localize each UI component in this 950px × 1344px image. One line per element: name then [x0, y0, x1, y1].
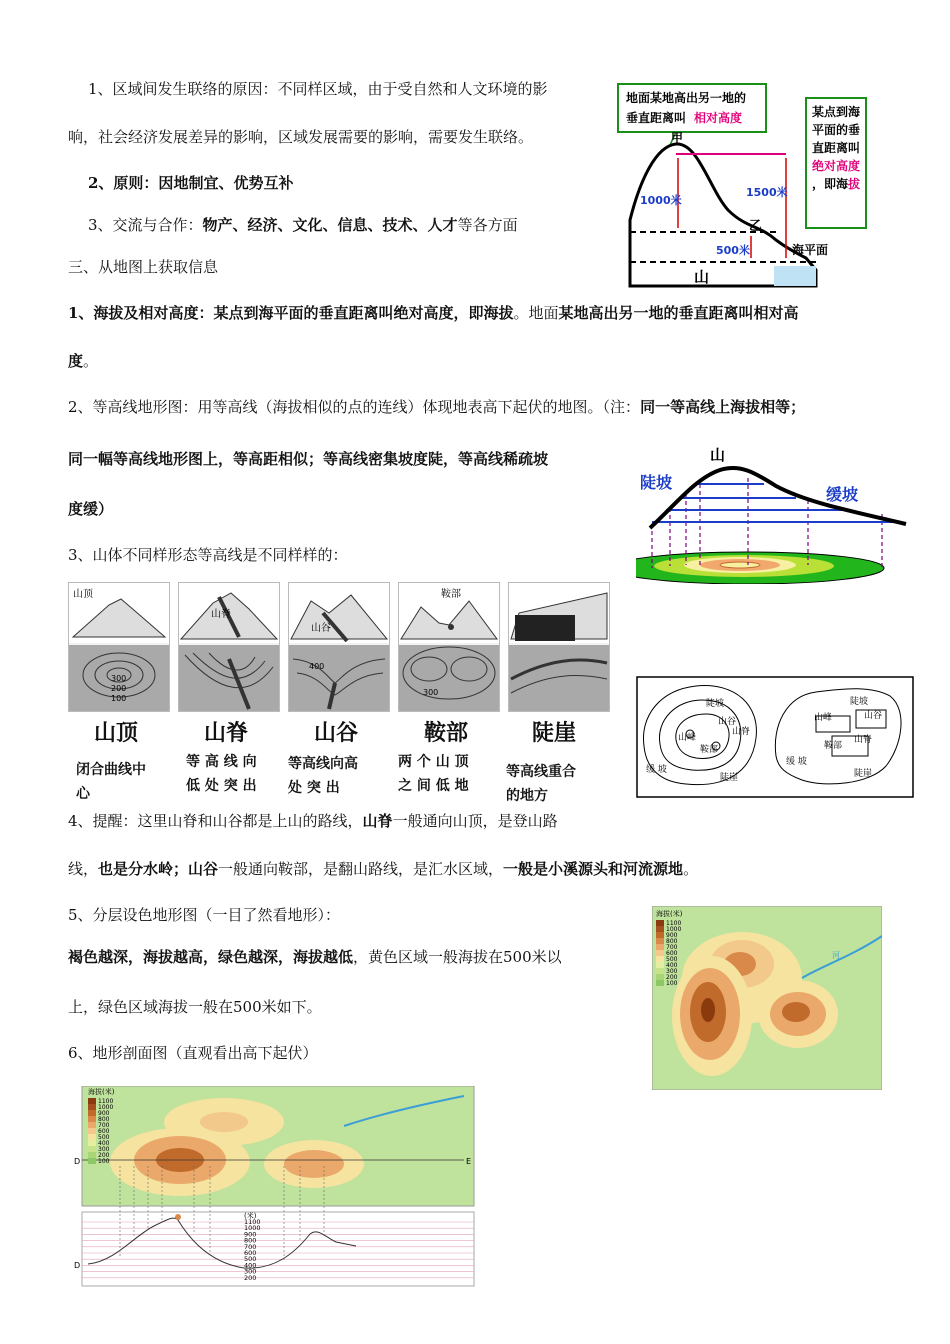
- absolute-box-l2: 平面的垂: [812, 123, 861, 137]
- label-sea-level: 海平面: [792, 243, 829, 257]
- reminder-l2d: 一般是小溪源头和河流源地: [503, 860, 684, 878]
- caption-cliff: [506, 760, 576, 808]
- exchange-lead: 3、交流与合作：: [88, 216, 203, 234]
- legend-value: 900: [98, 1110, 110, 1117]
- relative-box-line2a: 垂直距离叫: [626, 111, 687, 125]
- landform-card-summit: [68, 582, 170, 712]
- label-1500: 1500米: [746, 186, 788, 199]
- svg-text:100: 100: [111, 694, 127, 703]
- layered-color-map: [652, 906, 882, 1090]
- label-jia: 甲: [671, 131, 684, 145]
- para-principle: 2、原则：因地制宜、优势互补: [88, 174, 294, 192]
- sea: [774, 266, 816, 286]
- svg-text:鞍部: 鞍部: [824, 741, 843, 751]
- landform-card-valley: [288, 582, 390, 712]
- legend-swatch: [656, 944, 664, 950]
- legend-value: 700: [98, 1122, 110, 1129]
- para-reminder-line1: [68, 812, 558, 830]
- absolute-box-l6: 拔: [848, 177, 861, 191]
- legend-value: 200: [666, 974, 678, 981]
- svg-text:D: D: [74, 1157, 81, 1166]
- svg-text:山脊: 山脊: [211, 609, 231, 620]
- svg-text:缓 坡: 缓 坡: [786, 757, 807, 767]
- svg-text:海拔(米): 海拔(米): [656, 910, 683, 918]
- svg-text:鞍部: 鞍部: [441, 589, 461, 600]
- label-mountain: 山: [694, 268, 710, 286]
- legend-swatch: [88, 1116, 96, 1122]
- legend-swatch: [88, 1122, 96, 1128]
- reminder-l2c: 一般通向鞍部，是翻山路线，是汇水区域，: [218, 860, 504, 878]
- caption-cliff-l1: 等高线重合: [506, 764, 576, 780]
- caption-cliff-l2: 的地方: [506, 788, 548, 804]
- legend-swatch: [88, 1128, 96, 1134]
- legend-swatch: [88, 1158, 96, 1164]
- caption-saddle-l2: 之 间 低 地: [398, 778, 469, 794]
- para-profile: 6、地形剖面图（直观看出高下起伏）: [68, 1044, 318, 1062]
- relative-box-line2b: 相对高度: [694, 111, 743, 125]
- legend-swatch: [656, 938, 664, 944]
- legend-swatch: [656, 926, 664, 932]
- svg-text:400: 400: [309, 662, 325, 671]
- legend-swatch: [656, 980, 664, 986]
- caption-ridge: [186, 750, 257, 798]
- relative-box-line1: 地面某地高出另一地的: [626, 91, 747, 105]
- section-heading-map-info: 三、从地图上获取信息: [68, 258, 219, 276]
- svg-text:山峰: 山峰: [678, 733, 697, 743]
- slope-diagram: [636, 444, 912, 584]
- profile-y-tick: 900: [244, 1230, 257, 1239]
- contour-def: 2、等高线地形图：用等高线（海拔相似的点的连线）体现地表高下起伏的地图。（注：: [68, 398, 641, 416]
- svg-text:D: D: [74, 1261, 81, 1270]
- svg-text:河: 河: [832, 951, 840, 960]
- legend-swatch: [656, 920, 664, 926]
- contour-rule1: 同一等高线上海拔相等；: [640, 398, 806, 416]
- legend-value: 300: [666, 968, 678, 975]
- svg-text:山谷: 山谷: [718, 717, 737, 727]
- caption-summit: [76, 758, 146, 806]
- legend-swatch: [88, 1140, 96, 1146]
- legend-value: 1000: [98, 1104, 114, 1111]
- height-diagram: [616, 80, 900, 290]
- para-landform-intro: 3、山体不同样形态等高线是不同样样的：: [68, 546, 348, 564]
- legend-swatch: [88, 1110, 96, 1116]
- label-500: 500米: [716, 244, 750, 257]
- svg-text:陡坡: 陡坡: [706, 699, 725, 709]
- profile-y-tick: 700: [244, 1242, 257, 1251]
- legend-swatch: [88, 1134, 96, 1140]
- legend-value: 100: [666, 980, 678, 987]
- legend-value: 400: [98, 1140, 110, 1147]
- legend-value: 300: [98, 1146, 110, 1153]
- legend-value: 800: [98, 1116, 110, 1123]
- para-reason-line1: 1、区域间发生联络的原因：不同样区域，由于受自然和人文环境的影: [88, 80, 548, 98]
- legend-swatch: [88, 1104, 96, 1110]
- legend-swatch: [656, 962, 664, 968]
- legend-value: 600: [666, 950, 678, 957]
- absolute-box-l3: 直距离叫: [812, 141, 861, 155]
- svg-text:陡崖: 陡崖: [854, 769, 873, 779]
- caption-summit-l1: 闭合曲线中: [76, 762, 146, 778]
- legend-value: 200: [98, 1152, 110, 1159]
- svg-text:山脊: 山脊: [732, 727, 751, 737]
- absolute-box-l5: ，即海: [812, 177, 849, 191]
- landform-name-cliff: 陡崖: [532, 720, 577, 746]
- legend-value: 500: [666, 956, 678, 963]
- svg-text:山谷: 山谷: [311, 623, 331, 634]
- para-contour-line2: 同一幅等高线地形图上，等高距相似；等高线密集坡度陡，等高线稀疏坡: [68, 450, 549, 468]
- legend-value: 800: [666, 938, 678, 945]
- svg-text:300: 300: [423, 688, 439, 697]
- absolute-box-l1: 某点到海: [812, 105, 861, 119]
- legend-swatch: [656, 950, 664, 956]
- landform-name-ridge: 山脊: [204, 720, 249, 746]
- para-altitude-end: [68, 352, 98, 370]
- altitude-end-punct: 。: [83, 352, 99, 370]
- mountain-outline: [630, 144, 816, 286]
- legend-swatch: [656, 968, 664, 974]
- svg-text:陡坡: 陡坡: [850, 697, 869, 707]
- legend-value: 900: [666, 932, 678, 939]
- para-altitude: [68, 304, 798, 322]
- legend-value: 1000: [666, 926, 682, 933]
- profile-y-tick: 300: [244, 1267, 257, 1276]
- caption-valley-l1: 等高线向高: [288, 756, 358, 772]
- landform-name-valley: 山谷: [314, 720, 359, 746]
- profile-y-tick: 400: [244, 1261, 257, 1270]
- legend-value: 100: [98, 1158, 110, 1165]
- caption-ridge-l2: 低 处 突 出: [186, 778, 257, 794]
- landform-name-summit: 山顶: [94, 720, 139, 746]
- exchange-items: 物产、经济、文化、信息、技术、人才: [202, 216, 458, 234]
- profile-y-tick: 1100: [244, 1218, 261, 1226]
- profile-y-tick: 1000: [244, 1224, 261, 1233]
- svg-text:300: 300: [111, 674, 127, 683]
- svg-text:山谷: 山谷: [864, 711, 883, 721]
- legend-value: 500: [98, 1134, 110, 1141]
- caption-valley: [288, 752, 358, 800]
- svg-text:E: E: [466, 1157, 472, 1166]
- svg-text:海拔(米): 海拔(米): [88, 1088, 115, 1096]
- legend-swatch: [88, 1152, 96, 1158]
- reminder-l2a: 线，: [68, 860, 99, 878]
- svg-text:山峰: 山峰: [814, 713, 833, 723]
- caption-ridge-l1: 等 高 线 向: [186, 754, 257, 770]
- legend-swatch: [88, 1098, 96, 1104]
- para-layered-map: 5、分层设色地形图（一目了然看地形）：: [68, 906, 341, 924]
- legend-swatch: [88, 1146, 96, 1152]
- para-contour-line3: 度缓）: [68, 500, 114, 518]
- profile-y-tick: 600: [244, 1249, 257, 1257]
- profile-map: [74, 1086, 476, 1288]
- svg-text:山顶: 山顶: [73, 589, 93, 600]
- legend-value: 1100: [666, 920, 682, 927]
- altitude-mid: 。地面: [513, 304, 559, 322]
- reminder-lead: 4、提醒：这里山脊和山谷都是上山的路线，: [68, 812, 363, 830]
- caption-valley-l2: 处 突 出: [288, 780, 340, 796]
- label-steep: 陡坡: [640, 473, 673, 492]
- label-gentle: 缓坡: [826, 485, 859, 504]
- para-colors-line2: 上，绿色区域海拔一般在500米如下。: [68, 998, 322, 1016]
- svg-text:(米): (米): [244, 1212, 257, 1220]
- absolute-box-l4: 绝对高度: [812, 159, 861, 173]
- colors-yellow: ，黄色区域一般海拔在500米以: [353, 948, 562, 966]
- caption-summit-l2: 心: [76, 786, 90, 802]
- label-yi: 乙: [749, 219, 763, 234]
- svg-text:缓 坡: 缓 坡: [646, 765, 667, 775]
- svg-text:山脊: 山脊: [854, 735, 873, 745]
- para-reminder-line2: [68, 860, 698, 878]
- label-peak: 山: [710, 446, 726, 464]
- para-exchange: [88, 216, 518, 234]
- legend-value: 600: [98, 1128, 110, 1135]
- altitude-end-word: 度: [68, 352, 84, 370]
- relative-height-def: 某地高出另一地的垂直距离叫相对高: [558, 304, 799, 322]
- exchange-tail: 等各方面: [457, 216, 518, 234]
- altitude-def: 1、海拔及相对高度：某点到海平面的垂直距离叫绝对高度，即海拔: [68, 304, 514, 322]
- para-reason-line2: 响，社会经济发展差异的影响，区域发展需要的影响，需要发生联络。: [68, 128, 534, 146]
- para-contour-line1: [68, 398, 805, 416]
- reminder-ridge-desc: 一般通向山顶，是登山路: [392, 812, 558, 830]
- label-1000: 1000米: [640, 194, 682, 207]
- contour-peak: [720, 562, 760, 568]
- legend-value: 1100: [98, 1098, 114, 1105]
- profile-y-tick: 500: [244, 1255, 257, 1264]
- landform-card-ridge: [178, 582, 280, 712]
- caption-saddle: [398, 750, 469, 798]
- profile-y-tick: 800: [244, 1236, 257, 1245]
- landform-card-cliff: [508, 582, 610, 712]
- legend-value: 700: [666, 944, 678, 951]
- reminder-ridge: 山脊: [362, 812, 393, 830]
- reminder-l2e: 。: [683, 860, 699, 878]
- svg-text:鞍部: 鞍部: [700, 745, 719, 755]
- para-colors-line1: [68, 948, 562, 966]
- legend-swatch: [656, 932, 664, 938]
- profile-y-tick: 200: [244, 1273, 257, 1282]
- reminder-l2b: 也是分水岭；山谷: [98, 860, 219, 878]
- landform-name-saddle: 鞍部: [424, 720, 469, 746]
- svg-text:陡崖: 陡崖: [720, 773, 739, 783]
- landform-card-saddle: [398, 582, 500, 712]
- legend-swatch: [656, 974, 664, 980]
- legend-swatch: [656, 956, 664, 962]
- legend-value: 400: [666, 962, 678, 969]
- sketch-contour-maps: [636, 676, 914, 798]
- caption-saddle-l1: 两 个 山 顶: [398, 754, 469, 770]
- colors-rule: 褐色越深，海拔越高，绿色越深，海拔越低: [68, 948, 354, 966]
- svg-text:200: 200: [111, 684, 127, 693]
